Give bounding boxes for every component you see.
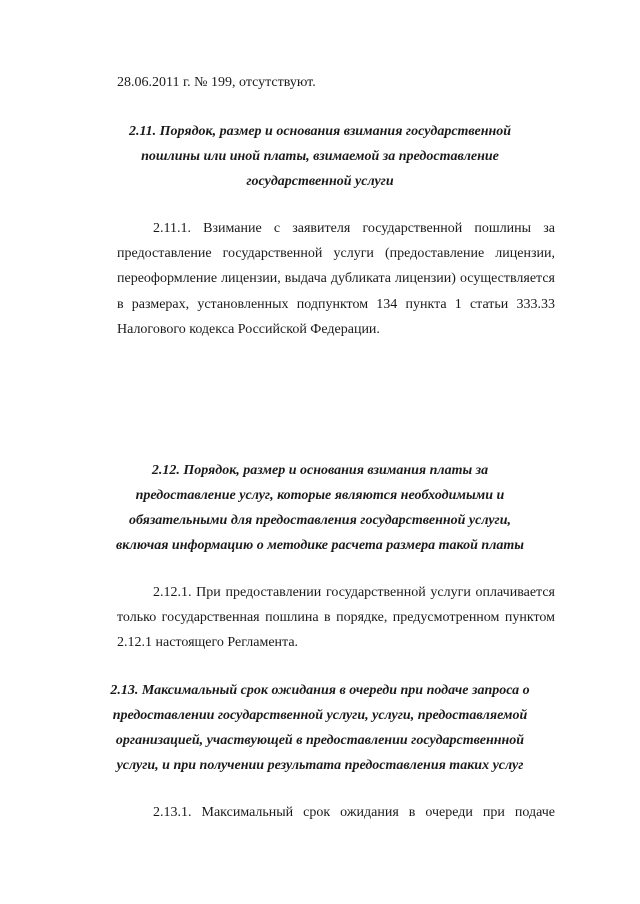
heading-line: организацией, участвующей в предоставлении государственнной (115, 733, 525, 748)
heading-line: пошлины или иной платы, взимаемой за предоставление (141, 149, 499, 164)
heading-line: государственной услуги (246, 174, 394, 189)
heading-line: включая информацию о методике расчета размера такой платы (116, 538, 524, 553)
paragraph-line: предоставление государственной услуги (предоставление лицензии, (117, 246, 555, 261)
heading-line: 2.12. Порядок, размер и основания взимания платы за (151, 463, 489, 478)
heading-line: услуги, и при получении результата предоставления таких услуг (116, 758, 524, 773)
intro-fragment: 28.06.2011 г. № 199, отсутствуют. (117, 75, 316, 90)
paragraph-line: переоформление лицензии, выдача дубликата лицензии) осуществляется (117, 271, 555, 286)
paragraph-line: 2.11.1. Взимание с заявителя государственной пошлины за (153, 221, 555, 236)
paragraph-line: 2.12.1. При предоставлении государственной услуги оплачивается (153, 585, 555, 600)
heading-line: предоставлении государственной услуги, услуги, предоставляемой (112, 708, 528, 723)
heading-line: обязательными для предоставления государственной услуги, (128, 513, 512, 528)
paragraph-line: в размерах, установленных подпунктом 134 пункта 1 статьи 333.33 (117, 297, 555, 312)
paragraph-line: 2.12.1 настоящего Регламента. (117, 635, 299, 650)
paragraph-line: только государственная пошлина в порядке, предусмотренном пунктом (117, 610, 555, 625)
heading-line: 2.13. Максимальный срок ожидания в очереди при подаче запроса о (110, 683, 530, 698)
paragraph-line: 2.13.1. Максимальный срок ожидания в очереди при подаче (153, 805, 555, 820)
heading-line: 2.11. Порядок, размер и основания взимания государственной (128, 124, 512, 139)
heading-line: предоставление услуг, которые являются необходимыми и (135, 488, 505, 503)
paragraph-line: Налогового кодекса Российской Федерации. (117, 322, 380, 337)
